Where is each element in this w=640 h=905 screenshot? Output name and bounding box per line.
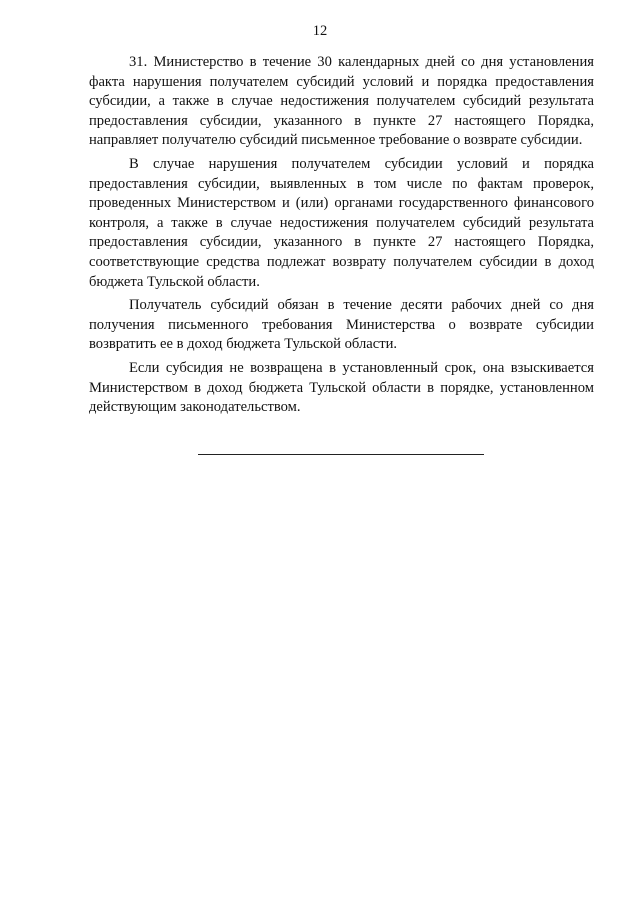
page-number: 12 (312, 23, 328, 39)
paragraph-recipient-obligation: Получатель субсидий обязан в течение десяти рабочих дней со дня получения письменного требования Министерства о возврате субсидии возвратить ее в доход бюджета Тульской области. (89, 297, 594, 353)
closing-divider (198, 454, 484, 455)
paragraph-recovery: Если субсидия не возвращена в установленный срок, она взыскивается Министерством в доход бюджета Тульской области в порядке, установленном действующим законодательством. (89, 359, 594, 416)
paragraph-violation: В случае нарушения получателем субсидии условий и порядка предоставления субсидии, выявленных в том числе по фактам проверок, проведенных Министерством и (или) органами государственного финансового контроля, а также в случае недостижения получателем субсидий результата предоставления субсидии, указанного в пункте 27 настоящего Порядка, соответствующие средства подлежат возврату получателем субсидии в доход бюджета Тульской области. (89, 155, 594, 290)
paragraph-31: 31. Министерство в течение 30 календарных дней со дня установления факта нарушения получателем субсидий условий и порядка предоставления субсидии, а также в случае недостижения получателем субсидий результата предоставления субсидии, указанного в пункте 27 настоящего Порядка, направляет получателю субсидий письменное требование о возврате субсидии. (89, 54, 594, 149)
document-body (89, 53, 594, 418)
